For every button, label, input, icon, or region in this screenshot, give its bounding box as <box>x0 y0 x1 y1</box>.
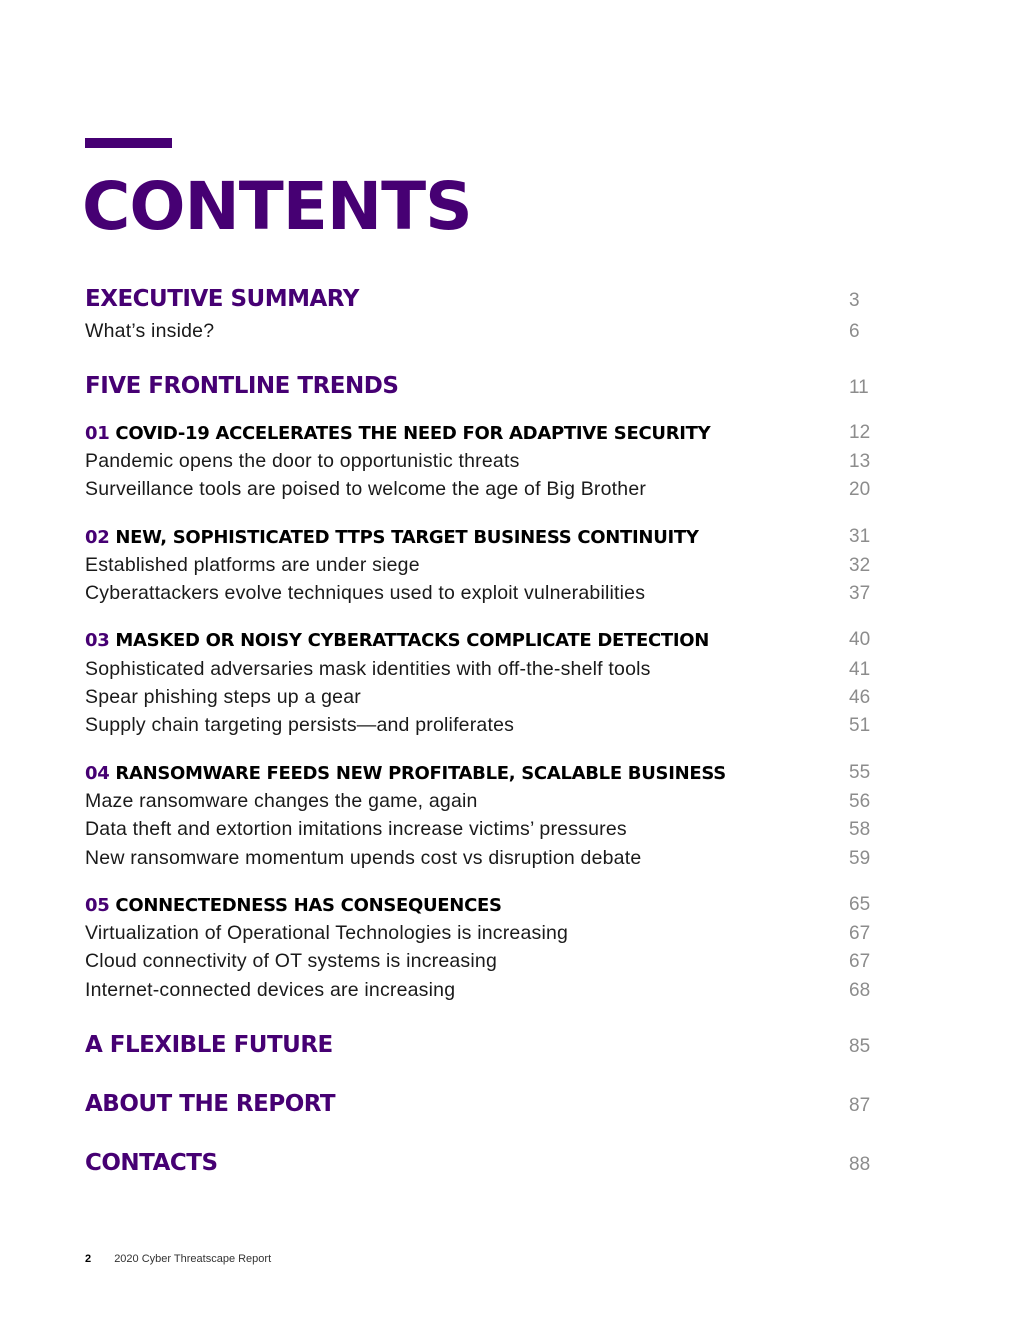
toc-entry-contacts[interactable] <box>85 1148 875 1178</box>
toc-subentry[interactable] <box>85 709 875 739</box>
trend-title: CONNECTEDNESS HAS CONSEQUENCES <box>115 895 502 916</box>
toc-entry-flexible-future[interactable] <box>85 1030 875 1060</box>
toc-trend-04[interactable] <box>85 756 875 786</box>
toc-trend-03[interactable] <box>85 623 875 653</box>
toc-subentry-label: Cloud connectivity of OT systems is increasing <box>85 950 497 972</box>
toc-entry-label: EXECUTIVE SUMMARY <box>85 286 359 312</box>
toc-entry-five-frontline-trends[interactable] <box>85 371 875 401</box>
toc-trend-label <box>85 423 710 444</box>
trend-number: 01 <box>85 423 110 444</box>
toc-subentry-page: 51 <box>849 715 871 736</box>
toc-entry-page: 11 <box>849 377 869 398</box>
toc-subentry[interactable] <box>85 785 875 815</box>
toc-subentry[interactable] <box>85 917 875 947</box>
toc-subentry-label: Cyberattackers evolve techniques used to exploit vulnerabilities <box>85 582 646 604</box>
trend-number: 04 <box>85 763 110 784</box>
toc-subentry[interactable] <box>85 473 875 503</box>
toc-subentry[interactable] <box>85 945 875 975</box>
toc-subentry-label: Surveillance tools are poised to welcome the age of Big Brother <box>85 478 647 500</box>
toc-subentry-label: Maze ransomware changes the game, again <box>85 790 478 812</box>
toc-subentry-label: Established platforms are under siege <box>85 554 420 576</box>
toc-subentry-page: 6 <box>849 321 860 342</box>
toc-entry-label: A FLEXIBLE FUTURE <box>85 1032 333 1058</box>
trend-title: RANSOMWARE FEEDS NEW PROFITABLE, SCALABLE BUSINESS <box>115 763 726 784</box>
toc-subentry-label: Internet-connected devices are increasing <box>85 979 456 1001</box>
toc-subentry-page: 32 <box>849 555 871 576</box>
toc-subentry-page: 67 <box>849 951 871 972</box>
trend-title: COVID-19 ACCELERATES THE NEED FOR ADAPTIVE SECURITY <box>115 423 711 444</box>
toc-subentry[interactable] <box>85 974 875 1004</box>
toc-subentry[interactable] <box>85 813 875 843</box>
trend-title: NEW, SOPHISTICATED TTPS TARGET BUSINESS CONTINUITY <box>115 527 699 548</box>
toc-trend-05[interactable] <box>85 888 875 918</box>
toc-subentry-page: 46 <box>849 687 871 708</box>
toc-trend-label <box>85 630 709 651</box>
toc-subentry-page: 13 <box>849 451 871 472</box>
toc-trend-02[interactable] <box>85 520 875 550</box>
toc-subentry-page: 20 <box>849 479 871 500</box>
toc-subentry[interactable] <box>85 445 875 475</box>
trend-title: MASKED OR NOISY CYBERATTACKS COMPLICATE DETECTION <box>115 630 710 651</box>
toc-subentry[interactable] <box>85 549 875 579</box>
toc-subentry-page: 41 <box>849 659 871 680</box>
toc-subentry-label: Spear phishing steps up a gear <box>85 686 361 708</box>
page-title: CONTENTS <box>82 168 472 245</box>
toc-trend-page: 31 <box>849 526 871 547</box>
toc-subentry-page: 67 <box>849 923 871 944</box>
toc-subentry-page: 59 <box>849 848 871 869</box>
toc-entry-page: 87 <box>849 1095 871 1116</box>
toc-entry-label: FIVE FRONTLINE TRENDS <box>85 373 399 399</box>
toc-entry-executive-summary[interactable] <box>85 284 875 314</box>
toc-subentry[interactable] <box>85 681 875 711</box>
toc-trend-label <box>85 763 726 784</box>
toc-entry-page: 88 <box>849 1154 871 1175</box>
toc-entry-label: ABOUT THE REPORT <box>85 1091 336 1117</box>
toc-trend-page: 12 <box>849 422 871 443</box>
page-footer <box>85 1253 271 1265</box>
toc-subentry-page: 58 <box>849 819 871 840</box>
title-accent-bar <box>85 138 172 148</box>
toc-trend-page: 65 <box>849 894 871 915</box>
toc-subentry-label: What’s inside? <box>85 320 215 342</box>
toc-subentry-label: New ransomware momentum upends cost vs disruption debate <box>85 847 642 869</box>
toc-subentry[interactable] <box>85 842 875 872</box>
toc-trend-page: 55 <box>849 762 871 783</box>
toc-entry-page: 85 <box>849 1036 871 1057</box>
footer-page-number: 2 <box>85 1253 92 1265</box>
toc-subentry-whats-inside[interactable] <box>85 315 875 345</box>
trend-number: 05 <box>85 895 110 916</box>
footer-report-title: 2020 Cyber Threatscape Report <box>114 1253 272 1265</box>
toc-subentry[interactable] <box>85 653 875 683</box>
toc-subentry[interactable] <box>85 577 875 607</box>
toc-entry-label: CONTACTS <box>85 1150 218 1176</box>
toc-subentry-label: Supply chain targeting persists—and proliferates <box>85 714 515 736</box>
trend-number: 02 <box>85 527 110 548</box>
toc-subentry-label: Sophisticated adversaries mask identities with off-the-shelf tools <box>85 658 651 680</box>
toc-subentry-label: Data theft and extortion imitations increase victims’ pressures <box>85 818 627 840</box>
toc-subentry-page: 56 <box>849 791 871 812</box>
trend-number: 03 <box>85 630 110 651</box>
toc-entry-page: 3 <box>849 290 860 311</box>
toc-trend-label <box>85 895 502 916</box>
toc-trend-01[interactable] <box>85 416 875 446</box>
toc-entry-about-the-report[interactable] <box>85 1089 875 1119</box>
toc-subentry-label: Virtualization of Operational Technologies is increasing <box>85 922 569 944</box>
toc-subentry-page: 37 <box>849 583 871 604</box>
toc-subentry-label: Pandemic opens the door to opportunistic threats <box>85 450 520 472</box>
toc-trend-label <box>85 527 699 548</box>
toc-subentry-page: 68 <box>849 980 871 1001</box>
toc-trend-page: 40 <box>849 629 871 650</box>
